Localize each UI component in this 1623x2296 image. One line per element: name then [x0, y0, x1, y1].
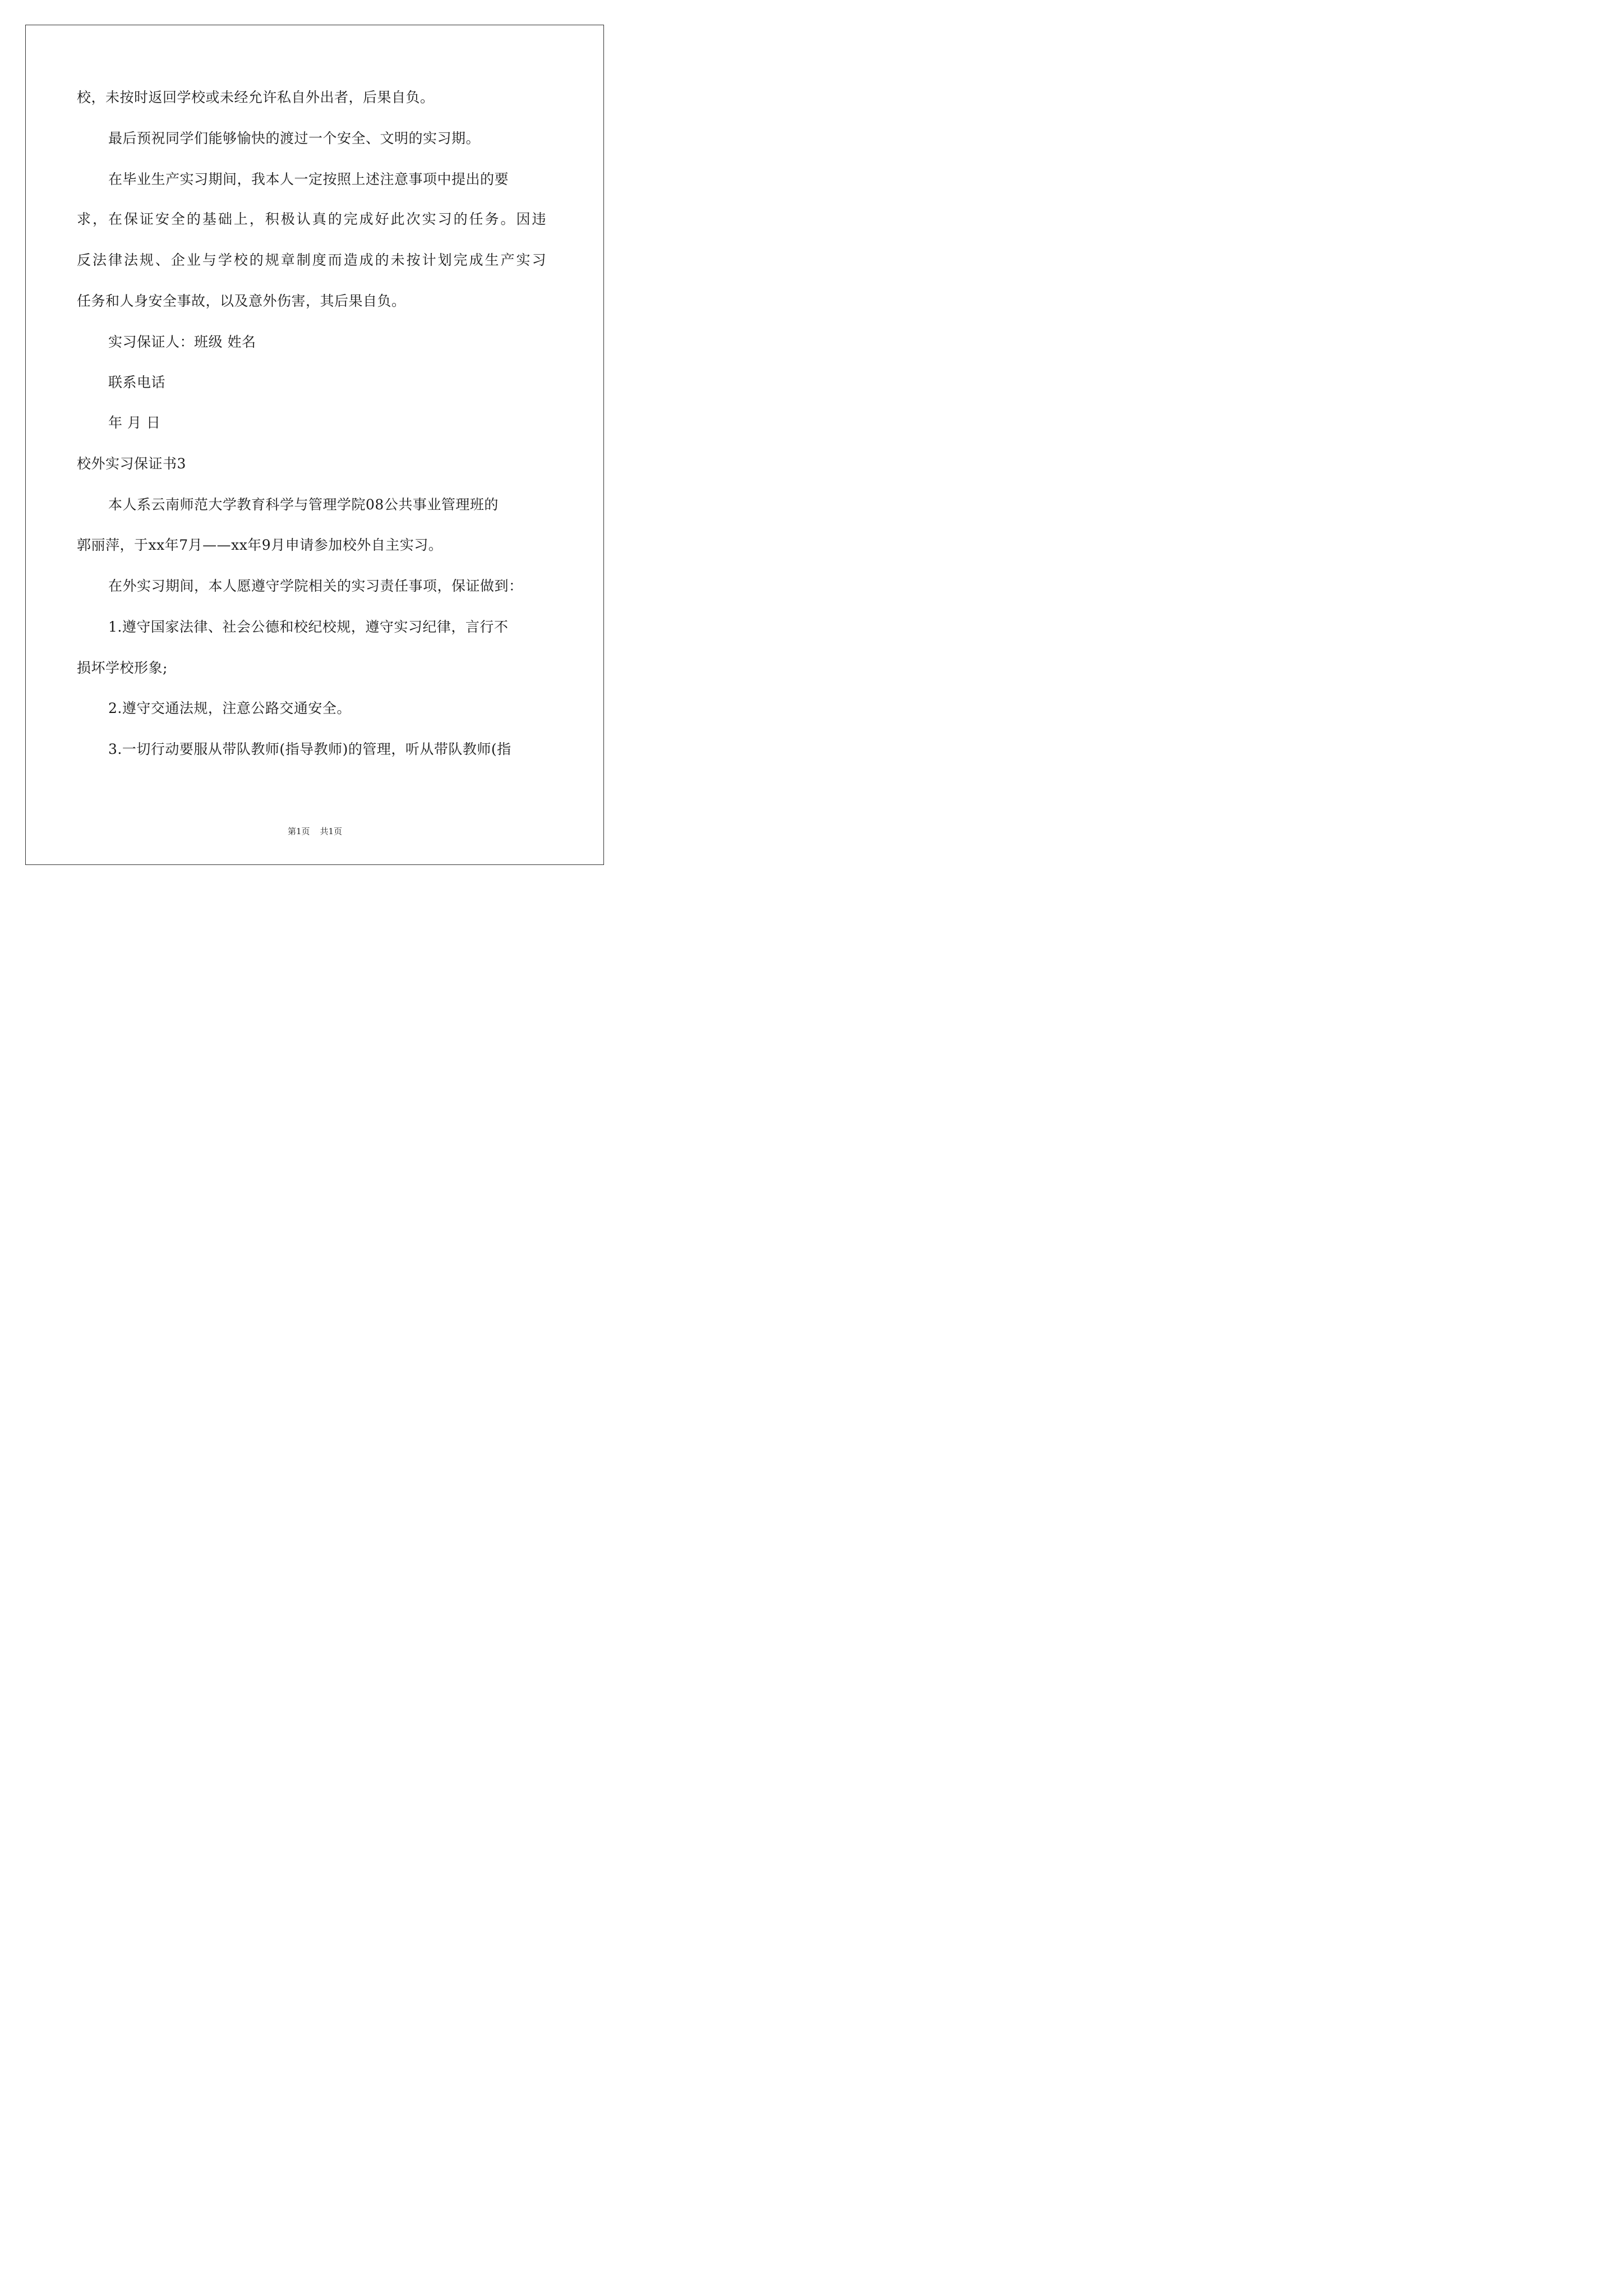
page-border	[25, 25, 604, 865]
list-item: 3.一切行动要服从带队教师(指导教师)的管理，听从带队教师(指	[108, 741, 511, 757]
body-text-line: 在外实习期间，本人愿遵守学院相关的实习责任事项，保证做到：	[108, 578, 523, 594]
contact-phone-line: 联系电话	[108, 374, 166, 390]
guarantor-line: 实习保证人：班级 姓名	[108, 334, 256, 350]
list-item: 2.遵守交通法规，注意公路交通安全。	[108, 700, 351, 716]
body-text-line: 求，在保证安全的基础上，积极认真的完成好此次实习的任务。因违	[77, 211, 546, 227]
page-total: 共1页	[320, 826, 343, 836]
body-text-line: 反法律法规、企业与学校的规章制度而造成的未按计划完成生产实习	[77, 252, 546, 268]
body-text-line: 在毕业生产实习期间，我本人一定按照上述注意事项中提出的要	[108, 171, 509, 187]
section-heading: 校外实习保证书3	[77, 455, 186, 472]
page-number: 第1页	[287, 826, 310, 836]
date-line: 年 月 日	[108, 415, 161, 431]
body-text-line: 任务和人身安全事故，以及意外伤害，其后果自负。	[77, 293, 406, 309]
list-item-continuation: 损坏学校形象;	[77, 660, 168, 676]
body-text-line: 本人系云南师范大学教育科学与管理学院08公共事业管理班的	[108, 496, 499, 513]
body-text-line: 最后预祝同学们能够愉快的渡过一个安全、文明的实习期。	[108, 130, 481, 146]
body-text-line: 校，未按时返回学校或未经允许私自外出者，后果自负。	[77, 89, 435, 105]
list-item: 1.遵守国家法律、社会公德和校纪校规，遵守实习纪律，言行不	[108, 619, 509, 635]
page-footer	[0, 826, 630, 837]
body-text-line: 郭丽萍，于xx年7月——xx年9月申请参加校外自主实习。	[77, 537, 443, 553]
